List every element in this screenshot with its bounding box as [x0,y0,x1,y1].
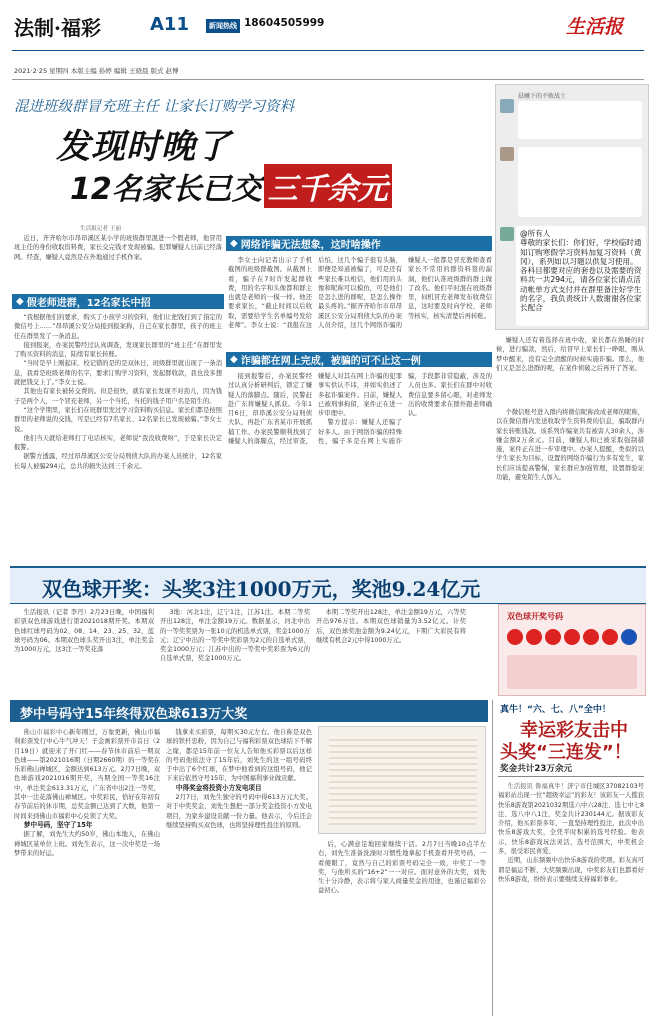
story2-byline: 佛山市福彩中心 [23,729,70,736]
red-ball-icon [602,629,618,645]
paragraph: 其他也有家长被转交费的。但是很快，就有家长发现不对劲儿，因为钱子是两个人，一个冒充老师，另一个当托，当托的钱子用户名是陌生的。 [14,388,222,405]
chat-notice-bubble [516,226,646,326]
ball-graphic-title: 双色球开奖号码 [507,612,563,621]
ball-graphic-deco [507,655,637,689]
ticket-photo-deco [329,737,477,825]
story2-col3-text: 后，心满意足地回家继续干活。2月7日当晚10点半左右，刘先生准备洗澡时习惯性地拿起手机查看开奖号码，一看傻眼了，竟然与自己的彩票号码完全一致，中奖了一等奖，与他所买的“16+2”一一对应。面对意外的大奖，刘先生十分冷静，表示将与家人商量奖金的用途，也谨记福彩公益初心。 [318,841,486,895]
blue-ball-icon [621,629,637,645]
story2-subhead: 梦中号码，坚守了15年 [23,820,93,829]
main-headline-2b: 三千余元 [264,164,392,208]
main-headline-2a: 12名家长已交 [70,172,262,207]
mention-all: @所有人 [520,229,551,238]
story3-kicker: 真牛！“六、七、八”全中！ [500,705,611,715]
lottery-ball-graphic [498,604,646,696]
story2-headline: 梦中号码守15年终得双色球613万大奖 [20,707,248,722]
lottery-banner [10,566,646,604]
main-byline: 生活报记者 王丽 [80,226,121,232]
section-title: 法制·福彩 [14,16,101,40]
story2-col1-text: 新年刚过，万象更新，佛山市福利彩票发行中心牛气冲天！子金画彩票开市首日（2月19日）就迎来了开门红——春节休市前后一期双色球——第2021016期（日期2660期）的一等奖在乐彩佛山禅城区，金额达到613万元。2月7日晚，双色球游戏2021016期开奖，当期全国一等奖16注中，单注奖金613.31万元，广东省中出2注一等奖，其中一注花落佛山禅城区。中奖彩民，恰好在年初有春节前后的休市期，总奖金额已达到了大数，他第一时间来到佛山市福彩中心兑领了大奖。 [14,729,160,820]
fake-notice-text: 尊敬的家长们：你们好，学校临时通知订购寒假学习资料加复习资料（黄冈），系列如以习题以供复习使用。各科目都要对应的套卷以及需要的资料共一共294元，请各位家长请点活动帐单方式支付并在群里备注好学生的名字，我负责统计人数谢谢各位家长配合 [520,238,642,313]
diamond-icon: ◆ [230,238,238,249]
red-ball-icon [564,629,580,645]
lottery-ticket-photo [318,726,486,834]
main-col-1 [14,313,222,567]
paragraph: 嫌疑人还有着选择在班中收，家长都在熟睡的时候，进行骗款，然后，给冒早上家长们一睁眼，刚从梦中醒来，没有完全清醒的时候实施诈骗。那么，他们又是怎么进群的呢，在案件侦破之后再开了答案。 [496,337,644,372]
masthead [6,10,648,48]
story2-col-2 [166,728,312,1016]
story2-col-3 [318,840,486,1016]
paragraph: “当时是早上刚起床，校记错的是的是双休日，班级群里就出现了一条消息，我看是班级老师的名字，要求订购学习资料，发起群收款，我也没多想就把钱交上了。”李女士说。 [14,360,222,387]
story2-col-1 [14,728,160,1016]
story3-prize: 奖金共计23万余元 [500,764,573,774]
story2-col2-text: 钱拿来买彩票，每期买30元左右。他自称是双色球的铁杆忠粉，因为自己与福利彩票双色球结下不解之缘，都是15年前一位友人告知他买彩票以后这样的号码他依法守了15年后，刘先生的这一组号码终于中出了6个红球，在梦中他看到的这组号码，他记下来后依然守号15年，为中国福利事业做贡献。 [166,729,312,783]
red-ball-icon [526,629,542,645]
story3-closing: 近期，山东频频中出快乐8游戏的奖项。彩友真可谓是福运不断，大奖频频出现，中奖彩友们也都看好快乐8游戏，纷纷表示要继续支持福彩事业。 [498,857,644,883]
red-ball-icon [545,629,561,645]
subhead-unimaginable [226,236,492,251]
story3-body [498,782,644,1016]
lottery-col1-text: 2月23日晚，中国福利彩票双色球游戏进行第2021018期开奖。本期双色球红球号码为02、08、14、23、25、32，蓝球号码为06。本期双色球头奖开出3注，单注奖金为1000万元，这3注一等奖花落 [14,609,154,654]
main-lead-text: 近日，齐齐哈尔市昂昂溪区某小学的班级群里混进一个假老师，他冒用班主任的身份收取资料费，家长交完钱才发现被骗。犯罪嫌疑人日前已经落网。经查，嫌疑人竟然是在外地通过手机作案。 [14,235,222,261]
subhead-online-fraud-text: 诈骗都在网上完成，被骗的可不止这一例 [240,356,421,367]
main-headline-2 [70,164,392,208]
avatar [500,147,514,161]
story2-subhead-2: 中得奖金将投资小方发电项目 [175,783,262,792]
diamond-icon: ◆ [16,296,24,307]
story3-headline-1: 幸运彩友击中 [520,720,628,741]
story2-col2b-text: 2月7日，刘先生独守的号码中得613万元大奖。对于中奖奖金，刘先生想把一部分奖金投资小方发电项目，为家乡建设贡献一份力量。他表示，今后还会继续坚持购买双色球，也将坚持理性投注的原则。 [166,794,312,829]
paragraph: “我根据他们的要求，购买了小孩学习的资料，他们让把钱打到了指定的微信号上……”昂昂溪公安分局接到报案称，自己在家长群里，孩子的班主任在群里发了一条消息。 [14,314,222,340]
subhead-unimaginable-text: 网络诈骗无法想象，这时啥操作 [240,240,381,251]
main-headline-1: 发现时晚了 [56,127,231,167]
paragraph: 个微信账号进入群内将微信昵称改成老师的昵称，以在微信群内发送收取学生资料费的信息，骗取群内家长转账钱款。该系列诈骗案共有被害人30余人，涉嫌金额2万余元。目前，嫌疑人和已被采取强制措施，案件正在进一步审理中。办案人提醒，类似的以学生家长为目标，设置的网络诈骗行为多有发生，家长们应该提高警惕，家长群应加强管理，设置群验证功能，避免陌生人加入。 [496,409,644,482]
paragraph: 据警方透露，经过昂昂溪区公安分局刑侦大队的办案人员统计，12名家长每人被骗294元，总共的损失达到三千余元。 [14,453,222,470]
main-col-5 [496,336,644,404]
avatar [500,99,514,113]
phone-screenshot [495,84,649,330]
diamond-icon: ◆ [230,354,238,365]
paragraph: 李女士向记者出示了手机截图的班级群截图。从截图上看，骗子在7时许发起群收费，用的名字和头像都和群主也就是老师的一模一样。他还要求家长，“截止时间以后收取，需要给学生名单编号发给老师”。李女士说：“我报在这后怕，这几个骗子很有头脑，即便是知道被骗了，可是还有些家长难以相信，他们用的头像和昵称可以模仿，可是他们是怎么进的群呢，是怎么操作最头疼的。”掘齐齐哈尔市昂昂溪区公安分局刑侦大队的办案人员介绍，这几个网络诈骗的嫌疑人一般都是冒充教师查看家长不常用的群资料签的漏洞，他们认准班级群的群主做了改名。他们平时混在班级群里，伺机冒充老师发布收费信息，这时要及时向学校、老师等核实，核实清楚后再转账。 [228,257,492,330]
lottery-col3-text: 本期二等奖开出128注，单注金额19万元，六等奖开出976万注。本期双色球销量为3.52亿元。计奖后，双色球奖池金额为9.24亿元，下期广大彩民有将继续有机会2元中得1000万元。 [316,609,466,644]
main-col-3 [228,372,492,564]
story3-rule [498,776,644,777]
paragraph: “这个学期里，家长们在班群里发过学习资料购买信息。家长们都是按照群里的老师说的交钱，可是已经有7名家长、12名家长已发现被骗。”李女士说。 [14,406,222,433]
subhead-fake-teacher [12,294,224,309]
lottery-col-1 [14,608,154,696]
hotline-number: 18604505999 [244,17,325,29]
avatar [500,227,514,241]
page-number: A11 [150,14,189,35]
paragraph: 警方提示：嫌疑人还骗了好多人。由于网络诈骗的特殊性，骗子多是在网上实施诈骗，手段都非常隐蔽，涉及的人员也多。家长们在群中对收费信息要多留心眼，对老师发出的收费要求在群外跟老师确认。 [318,373,492,446]
main-col-6 [496,408,644,564]
lottery-headline: 双色球开奖：头奖3注1000万元，奖池9.24亿元 [42,577,481,601]
paragraph: 接到报警后，办案民警经过认真分析研判后，锁定了嫌疑人的落脚点。随后，民警赶赴广东将嫌疑人抓获。今年1月6日，昂昂溪公安分局刑侦大队，再赴广东省某市开展抓捕工作。办案民警顺利找到了嫌疑人的落脚点，经过审查，嫌疑人对其在网上诈骗的犯罪事实供认不讳，并如实供述了多起诈骗案件。目前，嫌疑人已被刑事拘留，案件正在进一步审理中。 [228,373,402,446]
chat-bubble-blank [518,147,642,217]
column-divider [492,700,493,1016]
story2-col1b-text: 据了解，刘先生大约50岁，佛山本地人，在佛山禅城区某单位上班。刘先生表示，这一次中奖是一场梦带来的好运。 [14,831,160,857]
lottery-col-2 [160,608,310,696]
main-lead [14,234,222,290]
chat-bubble-blank [518,101,642,139]
lottery-col2-text: 3地：河北1注，辽宁1注，江苏1注。本期二等奖开出128注，单注金额19万元。数据显示，河北中出的一等奖奖票为一张10元的机选单式票，奖金1000万元；辽宁中出的一等奖中奖彩票为2元的自选单式票，奖金1000万元；江苏中出的一等奖中奖彩票为6元的自选单式票，奖金1000万元。 [160,609,310,663]
main-kicker: 混进班级群冒充班主任 让家长订购学习资料 [14,99,295,115]
red-ball-icon [507,629,523,645]
date-rule [12,79,644,80]
red-ball-icon [583,629,599,645]
story3-byline: 生活报讯 鲁福 [507,783,548,790]
subhead-online-fraud [226,352,492,367]
story3-body-text: 真牛！济宁市任城区37082103号福彩站出现一位“超级幸运”的彩友！该彩友一人揽获快乐8游戏第2021032期选六中六28注、选七中七8注、选八中八1注，奖金共计230144元。据该彩友介绍，他买彩票多年，一直坚持理性投注，此次中出快乐8游戏大奖，全凭平时积累的选号经验。他表示，快乐8游戏玩法灵活，选号范围大，中奖机会多，很受彩民喜爱。 [498,783,644,856]
paragraph: 接到报案，办案民警经过认真调查，发现家长群里的“班主任”在群里发了购买资料的消息，陆续有家长转账。 [14,341,222,359]
hotline-label: 新闻热线 [206,19,240,33]
lottery-col-3 [316,608,466,696]
paragraph: 他们当天就给老师打了电话核实，老师说“我没收费呀”，于是家长决定报警。 [14,434,222,452]
brand-logo: 生活报 [566,16,624,38]
chat-header: 晨曦下的不败战士 [518,93,567,100]
masthead-date: 2021·2·25 星期四 本版主编 孙婷 编辑 王晓晨 版式 赵博 [14,67,179,75]
red-ball-row [507,629,637,645]
story3-headline-2: 头奖“三连发”！ [500,742,632,763]
main-col-2 [228,256,492,348]
lottery-byline: 生活报讯（记者 李丹） [23,609,91,616]
subhead-fake-teacher-text: 假老师进群，12名家长中招 [26,298,151,309]
story2-headline-bar [10,700,488,722]
masthead-rule [12,50,644,51]
